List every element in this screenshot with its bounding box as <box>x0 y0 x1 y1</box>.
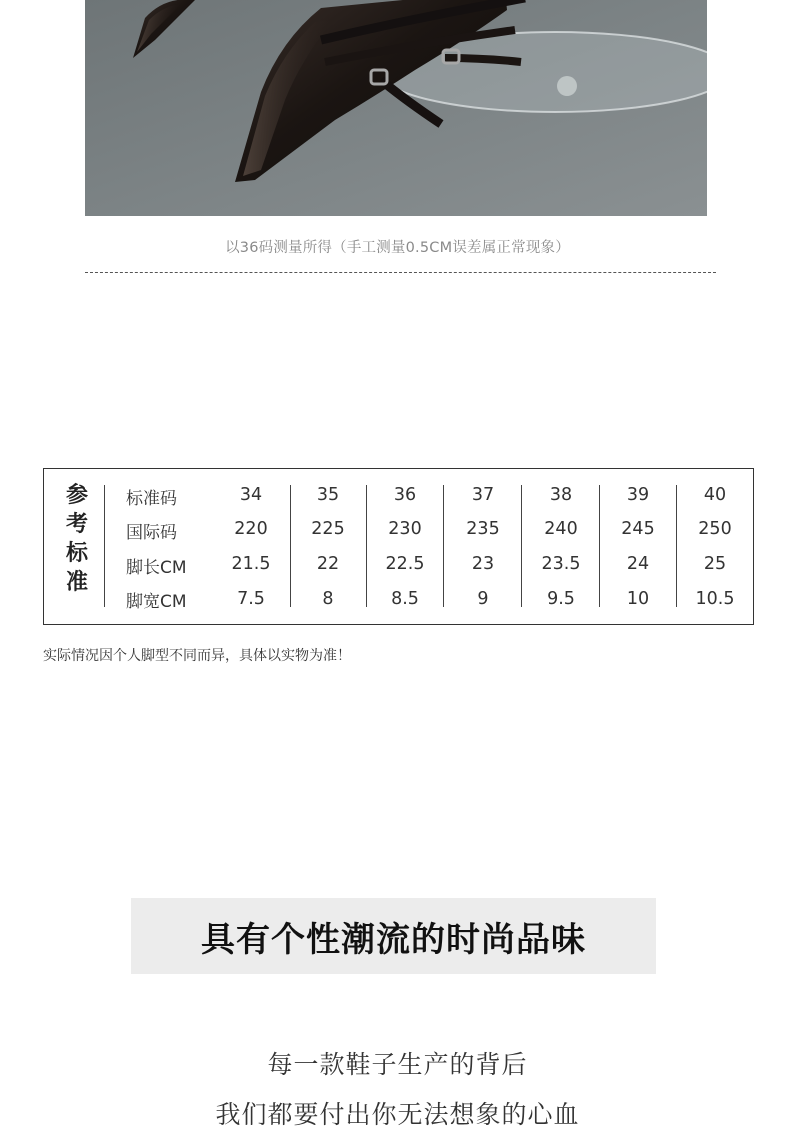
table-cell: 21.5 <box>231 554 271 574</box>
table-cell: 25 <box>703 554 727 574</box>
slogan-banner <box>131 898 656 974</box>
table-cell: 36 <box>393 485 417 505</box>
table-cell: 24 <box>626 554 650 574</box>
table-cell: 7.5 <box>237 589 265 609</box>
closing-line-1: 每一款鞋子生产的背后 <box>267 1050 528 1079</box>
dashed-divider <box>85 272 716 273</box>
side-label-char: 参 <box>65 483 88 508</box>
product-photo <box>85 0 707 216</box>
table-cell: 35 <box>316 485 340 505</box>
table-cell: 39 <box>626 485 650 505</box>
reference-standard-label <box>62 481 92 597</box>
column-divider <box>443 485 444 607</box>
size-reference-table <box>43 468 754 625</box>
row-label-international-size: 国际码 <box>126 523 177 543</box>
measurement-caption: 以36码测量所得（手工测量0.5CM误差属正常现象） <box>225 240 570 256</box>
table-cell: 9 <box>477 589 489 609</box>
table-cell: 250 <box>698 519 732 539</box>
column-divider <box>521 485 522 607</box>
table-cell: 8.5 <box>391 589 419 609</box>
table-cell: 34 <box>239 485 263 505</box>
table-cell: 230 <box>388 519 422 539</box>
slogan-text: 具有个性潮流的时尚品味 <box>201 919 586 960</box>
row-label-standard-size: 标准码 <box>126 489 177 509</box>
row-label-foot-length: 脚长CM <box>126 558 187 578</box>
table-cell: 38 <box>549 485 573 505</box>
table-cell: 225 <box>311 519 345 539</box>
side-label-char: 准 <box>65 570 88 595</box>
closing-line-2: 我们都要付出你无法想象的心血 <box>215 1100 580 1129</box>
table-cell: 40 <box>703 485 727 505</box>
side-label-char: 考 <box>65 512 88 537</box>
side-label-char: 标 <box>65 541 88 566</box>
table-cell: 10 <box>626 589 650 609</box>
table-cell: 10.5 <box>695 589 735 609</box>
table-cell: 245 <box>621 519 655 539</box>
table-cell: 9.5 <box>547 589 575 609</box>
table-cell: 22 <box>316 554 340 574</box>
table-cell: 37 <box>471 485 495 505</box>
table-cell: 22.5 <box>385 554 425 574</box>
table-cell: 23 <box>471 554 495 574</box>
column-divider <box>104 485 105 607</box>
row-label-foot-width: 脚宽CM <box>126 592 187 612</box>
table-cell: 220 <box>234 519 268 539</box>
table-cell: 23.5 <box>541 554 581 574</box>
table-cell: 235 <box>466 519 500 539</box>
table-cell: 240 <box>544 519 578 539</box>
table-cell: 8 <box>322 589 334 609</box>
fit-disclaimer-note: 实际情况因个人脚型不同而异，具体以实物为准！ <box>43 648 351 664</box>
